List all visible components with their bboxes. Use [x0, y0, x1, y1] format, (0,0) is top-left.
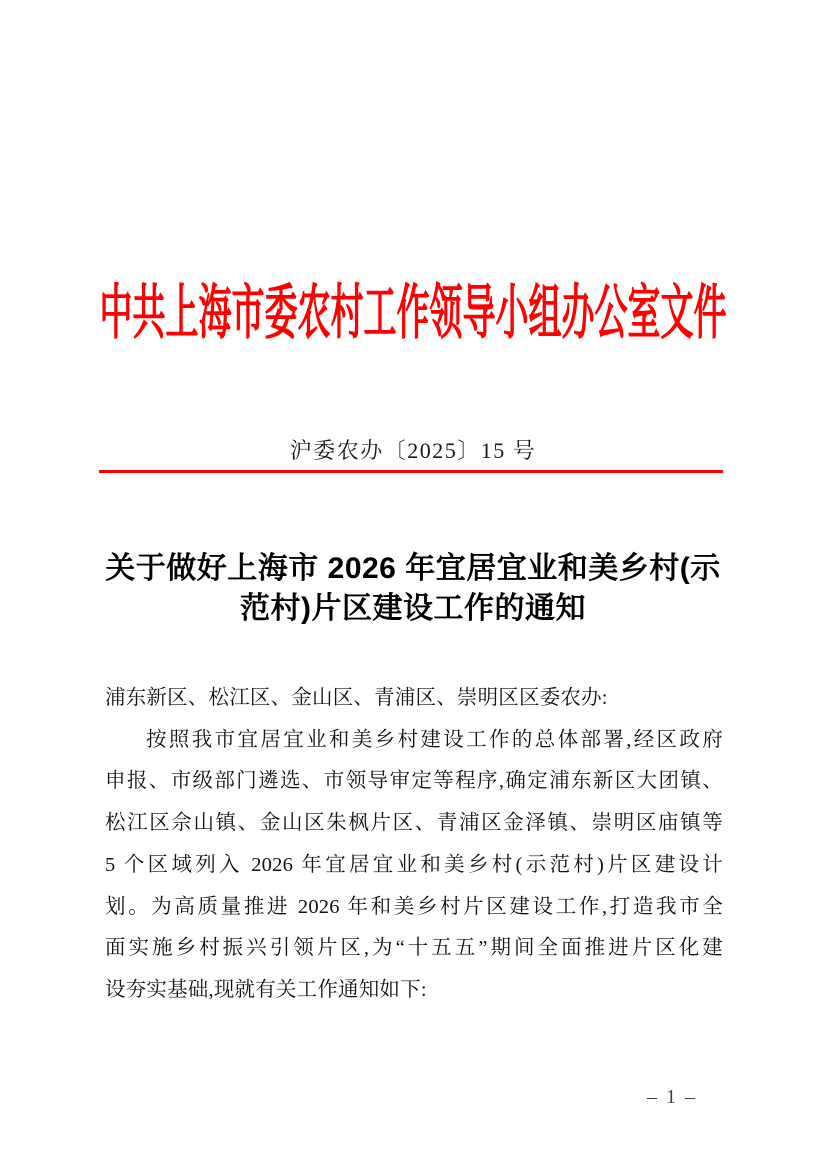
red-divider-line — [99, 470, 723, 473]
paragraph-line: 划。为高质量推进 2026 年和美乡村片区建设工作,打造我市全 — [105, 895, 723, 918]
notice-title — [0, 549, 826, 629]
paragraph-line: 按照我市宜居宜业和美乡村建设工作的总体部署,经区政府 — [146, 728, 723, 751]
document-number: 沪委农办〔2025〕15 号 — [289, 438, 537, 463]
notice-title-line-2: 范村)片区建设工作的通知 — [240, 592, 586, 625]
paragraph-line: 申报、市级部门遴选、市领导审定等程序,确定浦东新区大团镇、 — [105, 770, 723, 793]
letterhead — [0, 284, 826, 346]
notice-title-line-1: 关于做好上海市 2026 年宜居宜业和美乡村(示 — [105, 552, 721, 585]
notice-body — [105, 678, 723, 1012]
paragraph-line: 面实施乡村振兴引领片区,为“十五五”期间全面推进片区化建 — [105, 937, 723, 960]
paragraph-line: 设夯实基础,现就有关工作通知如下: — [105, 978, 427, 1001]
paragraph-line: 松江区佘山镇、金山区朱枫片区、青浦区金泽镇、崇明区庙镇等 — [105, 812, 723, 835]
paragraph-line: 5 个区域列入 2026 年宜居宜业和美乡村(示范村)片区建设计 — [105, 853, 723, 876]
letterhead-title: 中共上海市委农村工作领导小组办公室文件 — [99, 282, 727, 348]
salutation-line: 浦东新区、松江区、金山区、青浦区、崇明区区委农办: — [105, 687, 608, 709]
page-number: – 1 – — [647, 1086, 697, 1108]
